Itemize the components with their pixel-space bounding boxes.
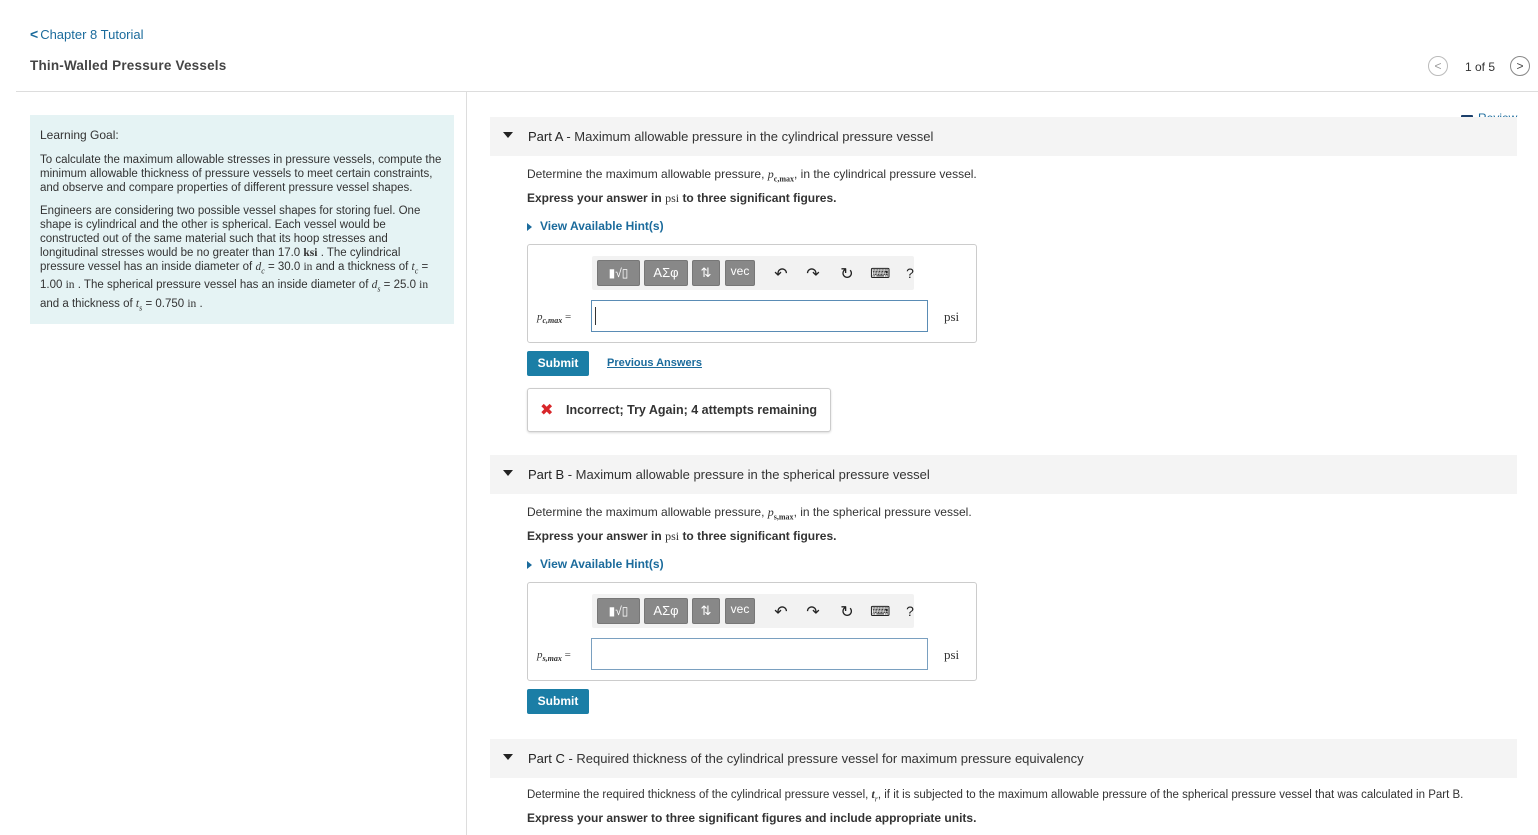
- back-link-label: Chapter 8 Tutorial: [40, 27, 144, 42]
- statement-part: and a thickness of: [315, 261, 409, 273]
- question-text: Determine the maximum allowable pressure,: [527, 167, 765, 181]
- question-text: Determine the required thickness of the cylindrical pressure vessel,: [527, 789, 869, 801]
- redo-icon[interactable]: ↷: [806, 604, 820, 621]
- collapse-triangle-icon: [503, 470, 513, 476]
- undo-icon[interactable]: ↶: [774, 266, 788, 283]
- hint-label: View Available Hint(s): [540, 219, 664, 233]
- statement-part: .: [199, 297, 203, 310]
- previous-answers-link[interactable]: Previous Answers: [607, 357, 702, 369]
- problem-statement: [40, 204, 444, 315]
- part-c-header[interactable]: [490, 739, 1517, 778]
- unit-ksi: ksi: [303, 247, 318, 259]
- unit-psi: psi: [665, 191, 680, 205]
- var-sub: s,max: [773, 512, 794, 522]
- next-item-button[interactable]: [1510, 56, 1530, 76]
- instr-text: to three significant figures.: [682, 191, 837, 205]
- question-text: , if it is subjected to the maximum allowable pressure of the spherical pressure vessel that was calculated in Part B.: [877, 789, 1464, 801]
- part-c-instructions: Express your answer to three significant figures and include appropriate units.: [527, 811, 977, 825]
- reset-icon[interactable]: ↻: [840, 266, 854, 283]
- part-title-text: - Required thickness of the cylindrical pressure vessel for maximum pressure equivalency: [564, 751, 1084, 766]
- var-sub: c: [414, 266, 419, 276]
- var-t: t: [135, 297, 140, 310]
- var-sub: r: [874, 794, 878, 804]
- value-ds: = 25.0: [383, 279, 416, 292]
- question-text: Determine the maximum allowable pressure,: [527, 505, 765, 519]
- vector-button[interactable]: vec: [725, 598, 755, 624]
- instr-text: to three significant figures.: [682, 529, 837, 543]
- reset-icon[interactable]: ↻: [840, 604, 854, 621]
- vector-button[interactable]: vec: [725, 260, 755, 286]
- answer-variable-label: [537, 311, 571, 325]
- part-b-hint-toggle[interactable]: [527, 557, 664, 571]
- keyboard-icon[interactable]: ⌨: [870, 603, 891, 619]
- page-title: Thin-Walled Pressure Vessels: [30, 58, 227, 73]
- part-a-answer-box: [527, 244, 977, 343]
- math-toolbar: [592, 256, 914, 290]
- statement-part: and a thickness of: [40, 297, 133, 310]
- templates-button[interactable]: ▮√▯: [597, 598, 640, 624]
- collapse-triangle-icon: [503, 132, 513, 138]
- feedback-message: [527, 388, 831, 432]
- part-title-text: - Maximum allowable pressure in the cylindrical pressure vessel: [562, 129, 934, 144]
- unit-in: in: [65, 279, 75, 292]
- question-text: , in the cylindrical pressure vessel.: [794, 167, 977, 181]
- answer-variable-label: [537, 649, 571, 663]
- help-icon[interactable]: ?: [906, 265, 914, 281]
- part-b-header[interactable]: [490, 455, 1517, 494]
- part-a-submit-button[interactable]: Submit: [527, 351, 589, 376]
- unit-in: in: [419, 279, 429, 292]
- part-b-instructions: [527, 529, 836, 544]
- answer-unit: psi: [944, 647, 960, 662]
- part-c-title: [528, 751, 1084, 766]
- unit-in: in: [187, 297, 197, 310]
- part-b-question: [527, 505, 972, 521]
- learning-goal-heading: Learning Goal:: [40, 128, 119, 142]
- value-dc: = 30.0: [267, 261, 301, 273]
- var-d: d: [255, 261, 262, 273]
- collapse-triangle-icon: [503, 754, 513, 760]
- question-text: , in the spherical pressure vessel.: [793, 505, 972, 519]
- part-a-hint-toggle[interactable]: [527, 219, 664, 233]
- statement-part: . The cylindrical pressure vessel has an inside diameter of: [40, 247, 401, 273]
- learning-goal-text: To calculate the maximum allowable stresses in pressure vessels, compute the minimum allowable thickness of pressure vessels to meet certain constraints, and observe and compare properties of different pressure vessel shapes.: [40, 154, 442, 194]
- unit-psi: psi: [665, 529, 680, 543]
- part-a-answer-input[interactable]: [591, 300, 928, 332]
- value-tc: = 1.00: [40, 261, 429, 292]
- redo-icon[interactable]: ↷: [806, 266, 820, 283]
- chevron-right-icon: >: [1516, 59, 1524, 73]
- greek-symbols-button[interactable]: ΑΣφ: [644, 598, 688, 624]
- statement-part: Engineers are considering two possible vessel shapes for storing fuel. One shape is cylindrical and the other is spherical. Each vessel would be constructed out of the same material such that its hoop stresses and longitudinal stresses would be no greater than 17.0: [40, 205, 421, 259]
- var-sub: c: [261, 266, 265, 276]
- value-ts: = 0.750: [145, 297, 185, 310]
- feedback-text: Incorrect; Try Again; 4 attempts remaining: [566, 403, 817, 417]
- expand-triangle-icon: [527, 223, 532, 231]
- page-counter: 1 of 5: [1465, 60, 1496, 74]
- templates-button[interactable]: ▮√▯: [597, 260, 640, 286]
- part-label: Part B: [528, 467, 565, 482]
- part-a-title: [528, 129, 933, 144]
- var-d: d: [371, 279, 378, 292]
- part-b-answer-box: [527, 582, 977, 681]
- statement-part: . The spherical pressure vessel has an inside diameter of: [77, 279, 369, 292]
- previous-item-button[interactable]: [1428, 56, 1448, 76]
- instr-text: Express your answer in: [527, 529, 662, 543]
- chevron-left-icon: <: [1434, 59, 1442, 73]
- back-to-chapter-link[interactable]: [30, 26, 144, 42]
- incorrect-x-icon: ✖: [540, 402, 554, 419]
- answer-unit: psi: [944, 309, 960, 324]
- text-cursor: [595, 307, 596, 325]
- part-c-question: [527, 789, 1463, 803]
- subscript-superscript-button[interactable]: ⇅: [692, 598, 720, 624]
- part-b-answer-input[interactable]: [591, 638, 928, 670]
- var-p: p: [767, 505, 774, 519]
- instr-text: Express your answer in: [527, 191, 662, 205]
- hint-label: View Available Hint(s): [540, 557, 664, 571]
- part-label: Part A: [528, 129, 563, 144]
- learning-goal-panel: [30, 115, 454, 324]
- part-label: Part C: [528, 751, 565, 766]
- part-a-header[interactable]: [490, 117, 1517, 156]
- var-sub: c,max: [773, 174, 794, 184]
- subscript-superscript-button[interactable]: ⇅: [692, 260, 720, 286]
- equals-sign: =: [564, 649, 571, 661]
- var-t: t: [871, 789, 875, 801]
- unit-in: in: [303, 261, 313, 273]
- greek-symbols-button[interactable]: ΑΣφ: [644, 260, 688, 286]
- chevron-left-icon: <: [30, 26, 39, 42]
- var-sub: s: [377, 284, 381, 294]
- help-icon[interactable]: ?: [906, 603, 914, 619]
- column-divider: [466, 92, 467, 835]
- var-sub: s: [139, 302, 143, 312]
- header-divider: [16, 91, 1538, 92]
- var-sub: s,max: [542, 654, 562, 664]
- undo-icon[interactable]: ↶: [774, 604, 788, 621]
- part-a-question: [527, 167, 977, 183]
- keyboard-icon[interactable]: ⌨: [870, 265, 891, 281]
- part-title-text: - Maximum allowable pressure in the spherical pressure vessel: [564, 467, 930, 482]
- var-p: p: [537, 311, 543, 323]
- var-p: p: [537, 649, 543, 661]
- var-p: p: [767, 167, 774, 181]
- var-t: t: [411, 261, 415, 273]
- part-b-submit-button[interactable]: Submit: [527, 689, 589, 714]
- var-sub: c,max: [542, 316, 563, 326]
- part-b-title: [528, 467, 930, 482]
- expand-triangle-icon: [527, 561, 532, 569]
- part-a-instructions: [527, 191, 836, 206]
- equals-sign: =: [565, 311, 572, 323]
- math-toolbar: [592, 594, 914, 628]
